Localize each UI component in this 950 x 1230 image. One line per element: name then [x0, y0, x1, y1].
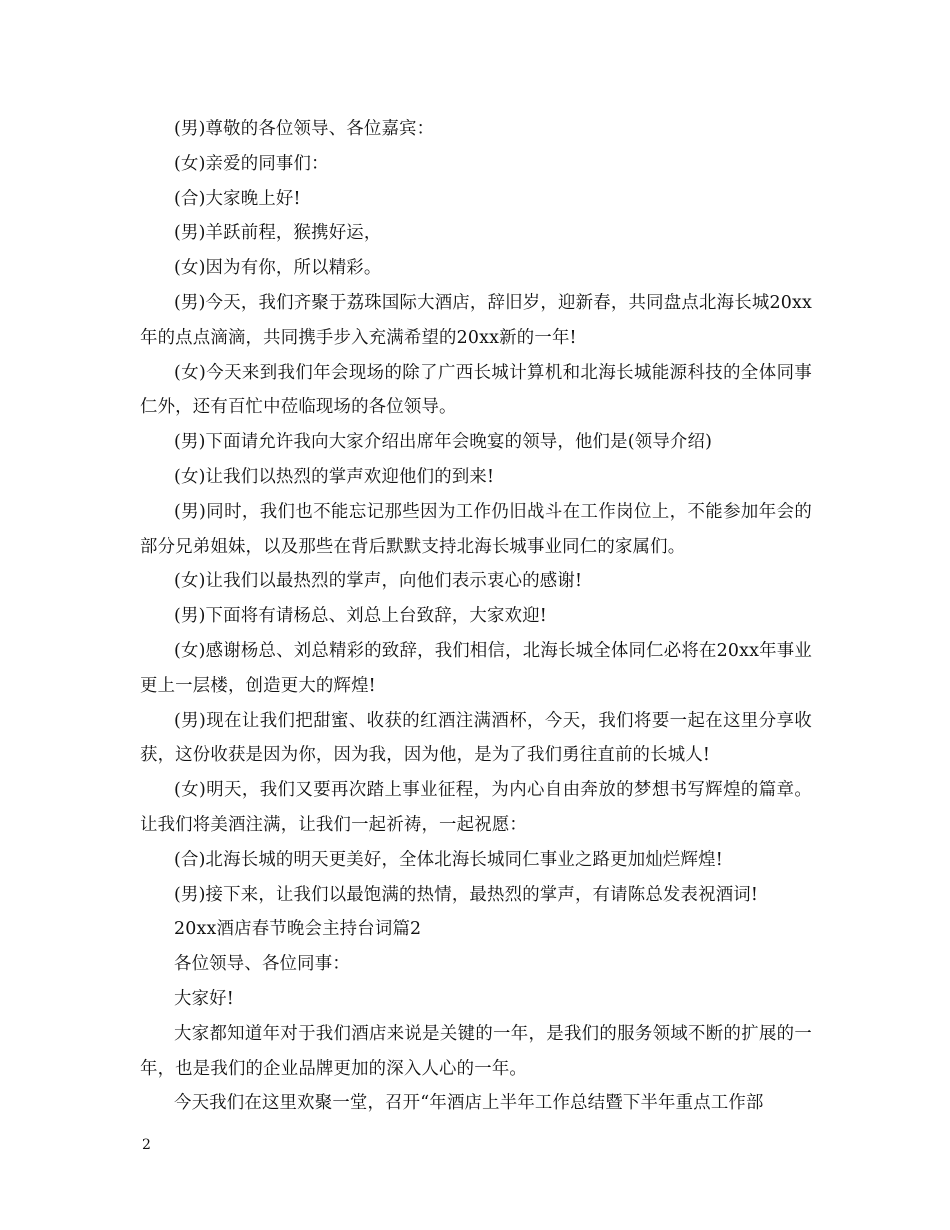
paragraph: (男)同时，我们也不能忘记那些因为工作仍旧战斗在工作岗位上，不能参加年会的部分兄弟姐妹，以及那些在背后默默支持北海长城事业同仁的家属们。: [140, 501, 812, 557]
paragraph: (女)今天来到我们年会现场的除了广西长城计算机和北海长城能源科技的全体同事仁外，还有百忙中莅临现场的各位领导。: [140, 362, 812, 418]
paragraph: (女)因为有你，所以精彩。: [174, 258, 382, 279]
section-heading: 20xx酒店春节晚会主持台词篇2: [174, 919, 422, 940]
paragraph: (男)下面将有请杨总、刘总上台致辞，大家欢迎!: [174, 606, 547, 627]
paragraph: 大家都知道年对于我们酒店来说是关键的一年，是我们的服务领域不断的扩展的一年，也是我们的企业品牌更加的深入人心的一年。: [140, 1023, 812, 1079]
paragraph: (男)现在让我们把甜蜜、收获的红酒注满酒杯，今天，我们将要一起在这里分享收获，这份收获是因为你，因为我，因为他，是为了我们勇往直前的长城人!: [140, 710, 812, 766]
document-body: [140, 112, 812, 1121]
paragraph: 大家好!: [174, 988, 234, 1009]
page-number: 2: [142, 1137, 151, 1153]
paragraph: 各位领导、各位同事：: [174, 954, 350, 975]
paragraph: (男)下面请允许我向大家介绍出席年会晚宴的领导，他们是(领导介绍): [174, 432, 713, 453]
paragraph: (男)今天，我们齐聚于荔珠国际大酒店，辞旧岁，迎新春，共同盘点北海长城20xx年的点点滴滴，共同携手步入充满希望的20xx新的一年!: [140, 292, 812, 348]
paragraph: (女)明天，我们又要再次踏上事业征程，为内心自由奔放的梦想书写辉煌的篇章。让我们将美酒注满，让我们一起祈祷，一起祝愿：: [140, 780, 812, 835]
paragraph: (男)接下来，让我们以最饱满的热情，最热烈的掌声，有请陈总发表祝酒词!: [174, 884, 759, 905]
paragraph: (男)羊跃前程，猴携好运，: [174, 223, 382, 244]
paragraph: (合)大家晚上好!: [174, 188, 301, 209]
paragraph: (女)感谢杨总、刘总精彩的致辞，我们相信，北海长城全体同仁必将在20xx年事业更上一层楼，创造更大的辉煌!: [140, 640, 812, 696]
paragraph: (女)让我们以最热烈的掌声，向他们表示衷心的感谢!: [174, 571, 583, 592]
paragraph: (女)让我们以热烈的掌声欢迎他们的到来!: [174, 466, 495, 487]
paragraph: (男)尊敬的各位领导、各位嘉宾：: [174, 119, 435, 139]
paragraph: (女)亲爱的同事们：: [174, 153, 329, 174]
paragraph: (合)北海长城的明天更美好，全体北海长城同仁事业之路更加灿烂辉煌!: [174, 849, 723, 870]
paragraph: 今天我们在这里欢聚一堂，召开“年酒店上半年工作总结暨下半年重点工作部: [174, 1093, 764, 1114]
